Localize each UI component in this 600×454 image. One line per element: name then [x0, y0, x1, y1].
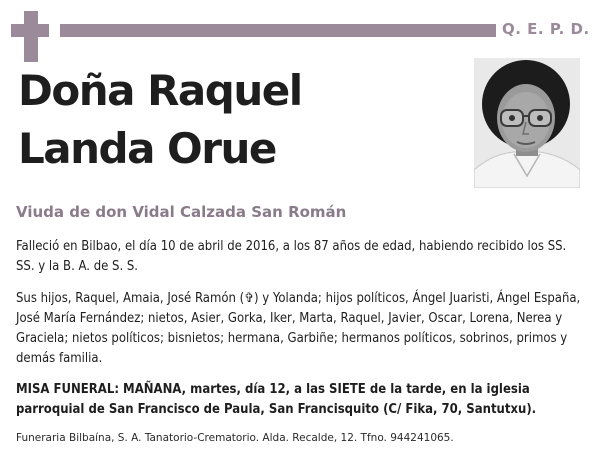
death-notice: Falleció en Bilbao, el día 10 de abril de 2016, a los 87 años de edad, habiendo recibido los SS. SS. y la B. A. de S. S.	[16, 239, 567, 274]
cross-icon-arm	[11, 24, 49, 37]
qepd-label: Q. E. P. D.	[502, 20, 590, 38]
funeral-mass-notice: MISA FUNERAL: MAÑANA, martes, día 12, a las SIETE de la tarde, en la iglesia parroquial de San Francisco de Paula, San Francisquito (C/ Fika, 70, Santutxu).	[16, 382, 537, 417]
family-list: Sus hijos, Raquel, Amaia, José Ramón (✞) y Yolanda; hijos políticos, Ángel Juaristi, Ángel España, José María Fernández; nietos, Asier, Gorka, Iker, Marta, Raquel, Javier, Oscar, Lorena, Nerea y Graciela; nietos políticos; bisnietos; hermana, Garbiñe; hermanos políticos, sobrinos, primos y demás familia.	[16, 291, 581, 366]
widow-subtitle: Viuda de don Vidal Calzada San Román	[16, 203, 347, 221]
deceased-name	[18, 62, 458, 178]
name-line-2: Landa Orue	[18, 124, 276, 173]
name-line-1: Doña Raquel	[18, 66, 302, 115]
portrait-photo	[474, 58, 580, 188]
funeral-home-footer: Funeraria Bilbaína, S. A. Tanatorio-Crematorio. Alda. Recalde, 12. Tfno. 944241065.	[16, 432, 454, 444]
header-rule	[60, 24, 496, 37]
